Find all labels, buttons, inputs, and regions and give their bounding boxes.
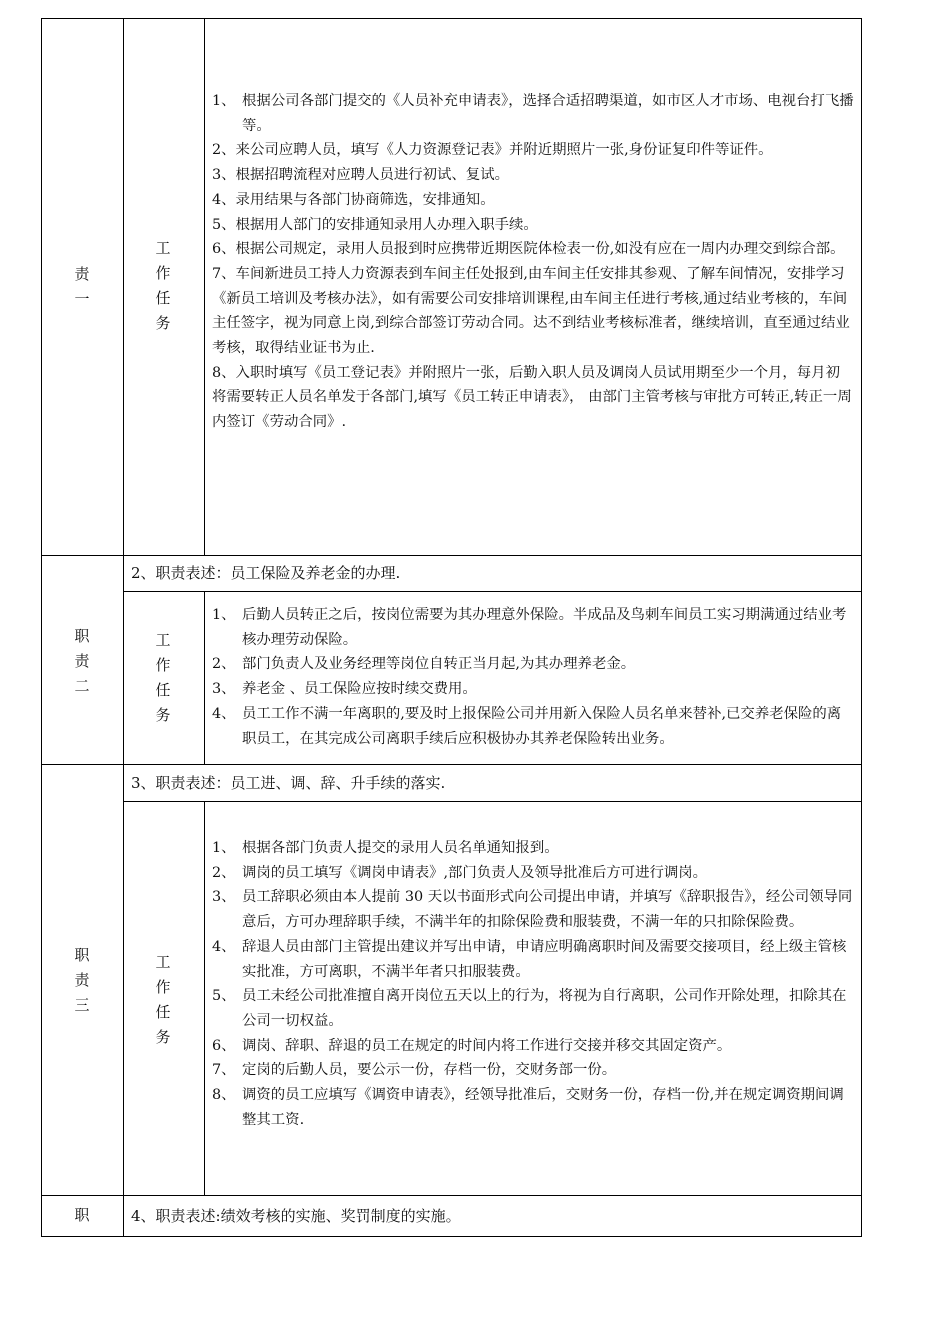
section-2-label: 职 责 二 [74, 627, 90, 695]
section-1-task-label: 工 作 任 务 [155, 239, 171, 332]
task-item: 4、 辞退人员由部门主管提出建议并写出申请，申请应明确离职时间及需要交接项目，经上级主管核实批准，方可离职，不满半年者只扣服装费。 [212, 938, 847, 980]
table-border-top [41, 18, 862, 19]
task-item: 4、录用结果与各部门协商筛选，安排通知。 [212, 191, 495, 208]
task-item: 1、 后勤人员转正之后，按岗位需要为其办理意外保险。半成品及鸟刺车间员工实习期满通过结业考核办理劳动保险。 [212, 607, 847, 648]
section-3-task-label: 工 作 任 务 [155, 953, 171, 1046]
row-divider [41, 1195, 862, 1196]
task-item: 1、 根据各部门负责人提交的录用人员名单通知报到。 [212, 840, 559, 856]
task-item: 3、根据招聘流程对应聘人员进行初试、复试。 [212, 167, 509, 184]
section-2-description: 2、职责表述：员工保险及养老金的办理. [131, 564, 401, 582]
column-divider [123, 18, 124, 1237]
task-item: 7、车间新进员工持人力资源表到车间主任处报到,由车间主任安排其参观、了解车间情况，安排学习《新员工培训及考核办法》，如有需要公司安排培训课程,由车间主任进行考核,通过结业考核的，车间主任签字，视为同意上岗,到综合部签订劳动合同。达不到结业考核标准者，继续培训，直至通过结业考核，取得结业证书为止. [212, 265, 850, 357]
task-item: 2、来公司应聘人员，填写《人力资源登记表》并附近期照片一张,身份证复印件等证件。 [212, 142, 773, 159]
column-divider [204, 591, 205, 765]
task-item: 1、 根据公司各部门提交的《人员补充申请表》，选择合适招聘渠道，如市区人才市场、电视台打飞播等。 [212, 93, 854, 134]
task-item: 6、根据公司规定，录用人员报到时应携带近期医院体检表一份,如没有应在一周内办理交到综合部。 [212, 241, 845, 258]
section-1-task-list [212, 89, 854, 435]
section-1-label: 责 一 [74, 265, 90, 308]
row-divider [41, 764, 862, 765]
task-item: 4、 员工工作不满一年离职的,要及时上报保险公司并用新入保险人员名单来替补,已交养老保险的离职员工，在其完成公司离职手续后应积极协办其养老保险转出业务。 [212, 705, 842, 747]
task-item: 2、 部门负责人及业务经理等岗位自转正当月起,为其办理养老金。 [212, 656, 636, 673]
task-item: 5、根据用人部门的安排通知录用人办理入职手续。 [212, 216, 538, 233]
section-4-description: 4、职责表述:绩效考核的实施、奖罚制度的实施。 [131, 1207, 461, 1225]
section-3-label: 职 责 三 [74, 946, 90, 1014]
task-item: 3、 员工辞职必须由本人提前 30 天以书面形式向公司提出申请，并填写《辞职报告》，经公司领导同意后，方可办理辞职手续，不满半年的扣除保险费和服装费，不满一年的只扣除保险费。 [212, 889, 853, 931]
row-divider [123, 801, 862, 802]
section-2-task-label: 工 作 任 务 [155, 631, 171, 724]
table-border-right [861, 18, 862, 1237]
column-divider [204, 801, 205, 1196]
task-item: 3、 养老金 、员工保险应按时续交费用。 [212, 681, 477, 698]
task-item: 6、 调岗、辞职、辞退的员工在规定的时间内将工作进行交接并移交其固定资产。 [212, 1037, 732, 1054]
section-3-task-list [212, 836, 854, 1132]
task-item: 2、 调岗的员工填写《调岗申请表》,部门负责人及领导批准后方可进行调岗。 [212, 864, 708, 881]
task-item: 8、入职时填写《员工登记表》并附照片一张，后勤入职人员及调岗人员试用期至少一个月，每月初将需要转正人员名单发于各部门,填写《员工转正申请表》， 由部门主管考核与审批方可转正,转正一周内签订《劳动合同》. [212, 364, 852, 431]
row-divider [41, 555, 862, 556]
section-4-label: 职 [74, 1206, 90, 1224]
task-item: 7、 定岗的后勤人员，要公示一份，存档一份，交财务部一份。 [212, 1062, 617, 1079]
table-border-left [41, 18, 42, 1237]
row-divider [123, 591, 862, 592]
task-item: 5、 员工未经公司批准擅自离开岗位五天以上的行为，将视为自行离职，公司作开除处理，扣除其在公司一切权益。 [212, 988, 847, 1029]
column-divider [204, 18, 205, 556]
section-3-description: 3、职责表述：员工进、调、辞、升手续的落实. [131, 774, 446, 792]
table-border-bottom [41, 1236, 862, 1237]
task-item: 8、 调资的员工应填写《调资申请表》，经领导批准后，交财务一份，存档一份,并在规定调资期间调整其工资. [212, 1087, 844, 1128]
section-2-task-list [212, 603, 854, 751]
